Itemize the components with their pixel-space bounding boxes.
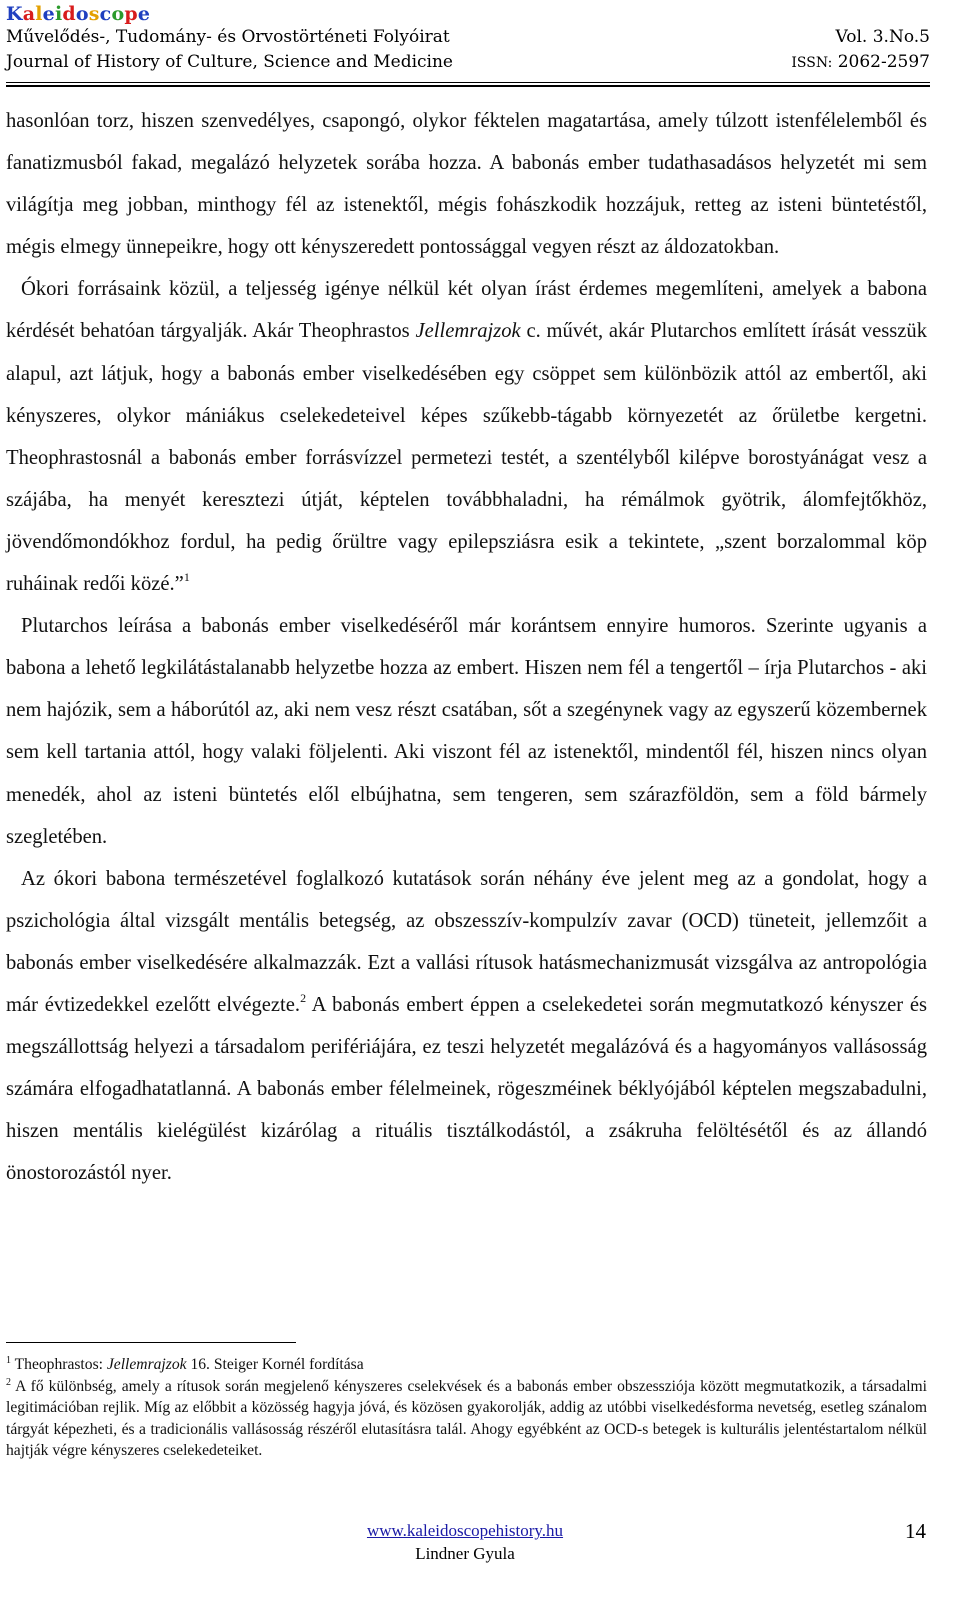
issn-label: ISSN:	[791, 55, 833, 71]
logo-letter: i	[54, 3, 63, 25]
footnote-1-text-a: Theophrastos:	[11, 1356, 107, 1373]
header-line-1	[6, 25, 930, 50]
journal-logo	[6, 3, 930, 25]
work-title-jellemrajzok: Jellemrajzok	[415, 320, 521, 343]
header-divider-thin	[6, 82, 930, 83]
footnote-1-title: Jellemrajzok	[106, 1356, 187, 1373]
logo-letter: e	[42, 3, 55, 25]
page-header	[6, 3, 930, 76]
footnote-1	[6, 1354, 927, 1376]
logo-letter: c	[99, 3, 112, 25]
volume-info: Vol. 3.No.5	[835, 27, 930, 47]
footnote-divider	[6, 1342, 296, 1343]
footnote-2-number: 2	[6, 1376, 11, 1388]
issn	[791, 50, 930, 76]
footnote-ref-2[interactable]: 2	[300, 990, 307, 1005]
logo-letter: a	[22, 3, 36, 25]
paragraph-4	[6, 858, 927, 1195]
logo-letter: d	[62, 3, 76, 25]
footnote-2-text: A fő különbség, amely a rítusok során megjelenő kényszeres cselekvések és a babonás ember obszessziója között megmutatkozik, a társadalmi legitimációban rejlik. Míg az előbbit a közösség hagyja jóvá, és közösen gyakorolják, addig az utóbbi viselkedésforma nevetség, esetleg szánalom tárgyát képezheti, és a tradicionális vallásosság részéről elutasításra talál. Ahogy egyébként az OCD-s betegek is kulturális jelentéstartalom nélkül hajtják végre kényszeres cselekedeteiket.	[6, 1377, 927, 1459]
footnote-1-number: 1	[6, 1355, 11, 1366]
logo-letter: o	[75, 3, 89, 25]
footnotes	[6, 1354, 927, 1462]
header-line-2	[6, 50, 930, 76]
issn-value: 2062-2597	[837, 52, 930, 72]
paragraph-3: Plutarchos leírása a babonás ember viselkedéséről már korántsem ennyire humoros. Szerinte ugyanis a babona a lehető legkilátástalanabb helyzetbe hozza az embert. Hiszen nem fél a tengertől – írja Plutarchos - aki nem hajózik, sem a háborútól az, aki nem vesz részt csatában, sőt a szegénynek vagy az egyszerű közembernek sem kell tartania attól, hogy valaki följelenti. Aki viszont fél az istenektől, mindentől fél, hiszen nincs olyan menedék, ahol az isteni büntetés elől elbújhatna, sem tengeren, sem szárazföldön, sem a föld bármely szegletében.	[6, 615, 927, 848]
logo-letter: o	[111, 3, 125, 25]
journal-title-en: Journal of History of Culture, Science and Medicine	[6, 52, 453, 72]
footer-website-link[interactable]: www.kaleidoscopehistory.hu	[366, 1521, 564, 1540]
logo-letter: K	[6, 3, 23, 25]
footnote-2	[6, 1376, 927, 1462]
logo-letter: e	[137, 3, 151, 25]
header-divider-thick	[6, 85, 930, 87]
paragraph-4-text-b: A babonás embert éppen a cselekedetei során megmutatkozó kényszer és megszállottság helyezi a társadalom perifériájára, ez teszi helyzetét megalázóvá és a hagyományos vallásosság számára elfogadhatatlanná. A babonás ember félelmeinek, rögeszméinek béklyójából képtelen megszabadulni, hiszen mentális kielégülést kizárólag a rituális tisztálkodástól, a zsákruha felöltésétől és az állandó önostorozástól nyer.	[6, 993, 927, 1185]
logo-letter: s	[88, 3, 100, 25]
paragraph-2-text-a: Ókori forrásaink közül, a teljesség igénye nélkül két olyan írást érdemes megemlíteni, amelyek a babona kérdését behatóan tárgyalják. Akár Theophrastos	[6, 278, 927, 343]
paragraph-4-text-a: Az ókori babona természetével foglalkozó kutatások során néhány éve jelent meg az a gondolat, hogy a pszichológia által vizsgált mentális betegség, az obszesszív-kompulzív zavar (OCD) tüneteit, jellemzőit a babonás ember viselkedésére alkalmazzák. Ezt a vallási rítusok hatásmechanizmusát vizsgálva az antropológia már évtizedekkel ezelőtt elvégezte.	[6, 867, 927, 1016]
paragraph-1: hasonlóan torz, hiszen szenvedélyes, csapongó, olykor féktelen magatartása, amely túlzott istenfélelemből és fanatizmusból fakad, megalázó helyzetek sorába hozza. A babonás ember tudathasadásos helyzetét mi sem világítja meg jobban, minthogy fél az istenektől, mégis fohászkodik hozzájuk, retteg az isteni büntetéstől, mégis elmegy ünnepeikre, hogy ott kényszeredett pontossággal vegyen részt az áldozatokban.	[6, 110, 927, 259]
paragraph-2	[6, 268, 927, 605]
footnote-ref-1[interactable]: 1	[183, 570, 190, 585]
footer-author: Lindner Gyula	[415, 1544, 515, 1563]
logo-letter: l	[35, 3, 43, 25]
page-number: 14	[905, 1519, 926, 1543]
article-body	[6, 100, 927, 1194]
paragraph-2-text-b: c. művét, akár Plutarchos említett írását vesszük alapul, azt látjuk, hogy a babonás ember viselkedésében egy csöppet sem különbözik attól az embertől, aki kényszeres, olykor mániákus cselekedeteivel képes szűkebb-tágabb környezetét az őrületbe kergetni. Theophrastosnál a babonás ember forrásvízzel permetezi testét, a szentélyből kilépve borostyánágat vesz a szájába, ha menyét keresztezi útját, képtelen továbbhaladni, ha rémálmok gyötrik, álomfejtőkhöz, jövendőmondókhoz fordul, ha pedig őrültre vagy epilepsziásra esik a tekintete, „szent borzalommal köp ruháinak redői közé.”	[6, 320, 928, 596]
footnote-1-text-b: 16. Steiger Kornél fordítása	[186, 1356, 364, 1373]
logo-letter: p	[124, 3, 138, 25]
journal-title-hu: Művelődés-, Tudomány- és Orvostörténeti Folyóirat	[6, 27, 450, 47]
